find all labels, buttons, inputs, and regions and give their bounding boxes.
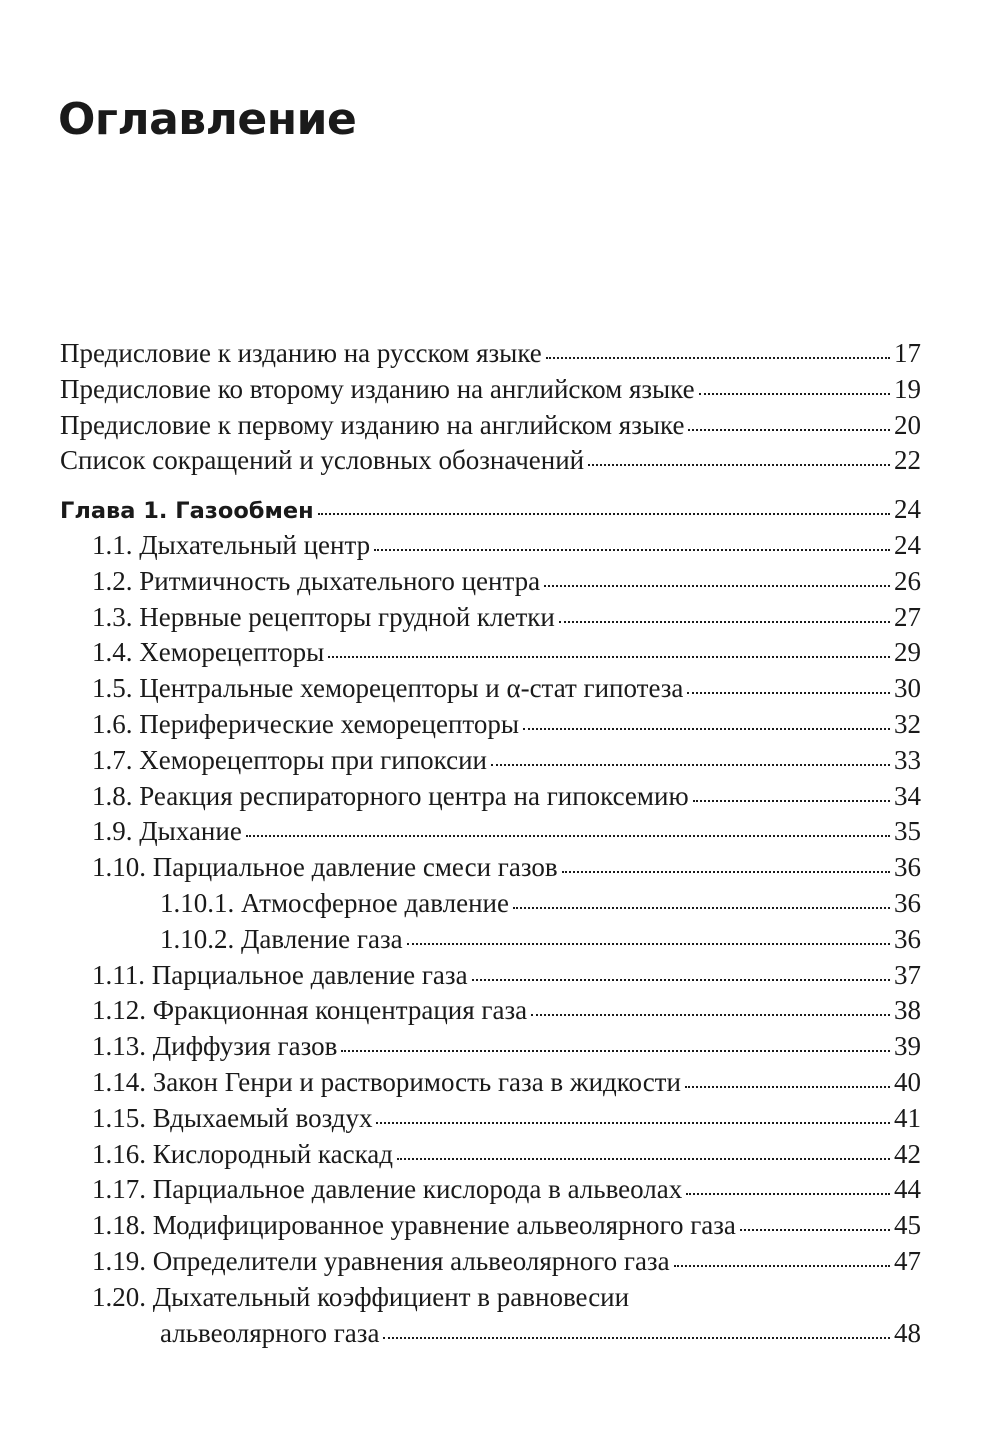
toc-entry-title: Список сокращений и условных обозначений <box>60 445 585 476</box>
dot-leader <box>546 357 890 359</box>
section-title-line2: альвеолярного газа <box>160 1317 380 1348</box>
dot-leader <box>513 907 890 909</box>
toc-subsection-1-10-2[interactable] <box>60 922 921 958</box>
section-title: 1.16. Кислородный каскад <box>92 1138 394 1169</box>
dot-leader <box>588 464 890 466</box>
section-page: 34 <box>894 780 921 811</box>
dot-leader <box>544 585 890 587</box>
dot-leader <box>688 429 890 431</box>
table-of-contents <box>60 336 921 1351</box>
toc-section-1-10[interactable] <box>60 850 921 886</box>
section-page: 24 <box>894 529 921 560</box>
toc-section-1-13[interactable] <box>60 1029 921 1065</box>
toc-chapter-1[interactable] <box>60 492 921 528</box>
section-title: 1.4. Хеморецепторы <box>92 637 325 668</box>
section-title-line1: 1.20. Дыхательный коэффициент в равновесии <box>92 1281 630 1312</box>
toc-section-1-15[interactable] <box>60 1101 921 1137</box>
section-title: 1.1. Дыхательный центр <box>92 529 371 560</box>
section-page: 32 <box>894 708 921 739</box>
toc-section-1-16[interactable] <box>60 1137 921 1173</box>
toc-section-1-6[interactable] <box>60 707 921 743</box>
dot-leader <box>686 1193 890 1195</box>
toc-section-1-3[interactable] <box>60 600 921 636</box>
section-title: 1.9. Дыхание <box>92 816 242 847</box>
section-page: 33 <box>894 744 921 775</box>
toc-section-1-20[interactable] <box>60 1280 921 1352</box>
subsection-title: 1.10.2. Давление газа <box>160 923 403 954</box>
page-title: Оглавление <box>58 94 357 145</box>
section-page: 35 <box>894 816 921 847</box>
toc-section-1-12[interactable] <box>60 993 921 1029</box>
section-page: 30 <box>894 673 921 704</box>
toc-entry-page: 17 <box>894 338 921 368</box>
toc-entry-preface-second-english[interactable] <box>60 372 921 408</box>
section-title: 1.3. Нервные рецепторы грудной клетки <box>92 601 555 632</box>
toc-section-1-1[interactable] <box>60 528 921 564</box>
section-page: 48 <box>894 1317 921 1348</box>
toc-section-1-2[interactable] <box>60 564 921 600</box>
dot-leader <box>562 871 890 873</box>
section-title: 1.12. Фракционная концентрация газа <box>92 995 528 1026</box>
dot-leader <box>699 393 890 395</box>
toc-section-1-19[interactable] <box>60 1244 921 1280</box>
dot-leader <box>674 1265 890 1267</box>
section-title: 1.13. Диффузия газов <box>92 1031 338 1062</box>
toc-section-1-14[interactable] <box>60 1065 921 1101</box>
dot-leader <box>472 979 890 981</box>
section-title: 1.18. Модифицированное уравнение альвеолярного газа <box>92 1210 736 1241</box>
section-title-continuation <box>60 1316 921 1352</box>
section-page: 47 <box>894 1245 921 1276</box>
dot-leader <box>685 1086 890 1088</box>
toc-entry-title: Предисловие к первому изданию на английском языке <box>60 409 685 440</box>
subsection-page: 36 <box>894 923 921 954</box>
dot-leader <box>246 835 890 837</box>
dot-leader <box>328 656 890 658</box>
section-page: 41 <box>894 1102 921 1133</box>
dot-leader <box>740 1229 890 1231</box>
toc-entry-preface-first-english[interactable] <box>60 408 921 444</box>
toc-section-1-18[interactable] <box>60 1208 921 1244</box>
section-title: 1.2. Ритмичность дыхательного центра <box>92 565 541 596</box>
dot-leader <box>397 1158 890 1160</box>
section-page: 37 <box>894 959 921 990</box>
dot-leader <box>687 692 890 694</box>
toc-section-1-11[interactable] <box>60 958 921 994</box>
toc-section-1-17[interactable] <box>60 1172 921 1208</box>
section-title: 1.7. Хеморецепторы при гипоксии <box>92 744 487 775</box>
toc-section-1-5[interactable] <box>60 671 921 707</box>
section-title: 1.11. Парциальное давление газа <box>92 959 468 990</box>
section-title: 1.10. Парциальное давление смеси газов <box>92 852 558 883</box>
dot-leader <box>531 1014 890 1016</box>
chapter-page: 24 <box>894 494 921 525</box>
section-page: 29 <box>894 637 921 668</box>
section-title: 1.19. Определители уравнения альвеолярного газа <box>92 1245 670 1276</box>
toc-entry-title: Предисловие ко второму изданию на английском языке <box>60 373 695 404</box>
section-title: 1.5. Центральные хеморецепторы и α-стат гипотеза <box>92 673 684 704</box>
dot-leader <box>407 943 890 945</box>
toc-section-1-8[interactable] <box>60 779 921 815</box>
section-page: 27 <box>894 601 921 632</box>
section-title: 1.17. Парциальное давление кислорода в альвеолах <box>92 1174 683 1205</box>
chapter-title: Глава 1. Газообмен <box>60 498 314 525</box>
toc-section-1-4[interactable] <box>60 635 921 671</box>
toc-entry-page: 20 <box>894 409 921 440</box>
section-page: 36 <box>894 852 921 883</box>
toc-entry-page: 19 <box>894 373 921 404</box>
section-page: 42 <box>894 1138 921 1169</box>
subsection-page: 36 <box>894 887 921 918</box>
dot-leader <box>693 800 890 802</box>
section-title: 1.8. Реакция респираторного центра на гипоксемию <box>92 780 689 811</box>
section-page: 45 <box>894 1210 921 1241</box>
section-title: 1.6. Периферические хеморецепторы <box>92 708 519 739</box>
toc-section-1-9[interactable] <box>60 814 921 850</box>
toc-entry-preface-russian[interactable] <box>60 336 921 372</box>
toc-entry-title: Предисловие к изданию на русском языке <box>60 338 542 368</box>
section-page: 44 <box>894 1174 921 1205</box>
section-title: 1.14. Закон Генри и растворимость газа в жидкости <box>92 1066 681 1097</box>
toc-entry-abbreviations[interactable] <box>60 443 921 479</box>
dot-leader <box>559 621 890 623</box>
section-page: 40 <box>894 1066 921 1097</box>
section-page: 26 <box>894 565 921 596</box>
section-title: 1.15. Вдыхаемый воздух <box>92 1102 373 1133</box>
section-page: 39 <box>894 1031 921 1062</box>
dot-leader <box>383 1337 890 1339</box>
dot-leader <box>318 513 890 515</box>
dot-leader <box>491 764 890 766</box>
toc-section-1-7[interactable] <box>60 743 921 779</box>
subsection-title: 1.10.1. Атмосферное давление <box>160 887 509 918</box>
dot-leader <box>376 1122 890 1124</box>
toc-subsection-1-10-1[interactable] <box>60 886 921 922</box>
dot-leader <box>374 549 890 551</box>
section-page: 38 <box>894 995 921 1026</box>
toc-entry-page: 22 <box>894 445 921 476</box>
dot-leader <box>341 1050 890 1052</box>
dot-leader <box>523 728 890 730</box>
